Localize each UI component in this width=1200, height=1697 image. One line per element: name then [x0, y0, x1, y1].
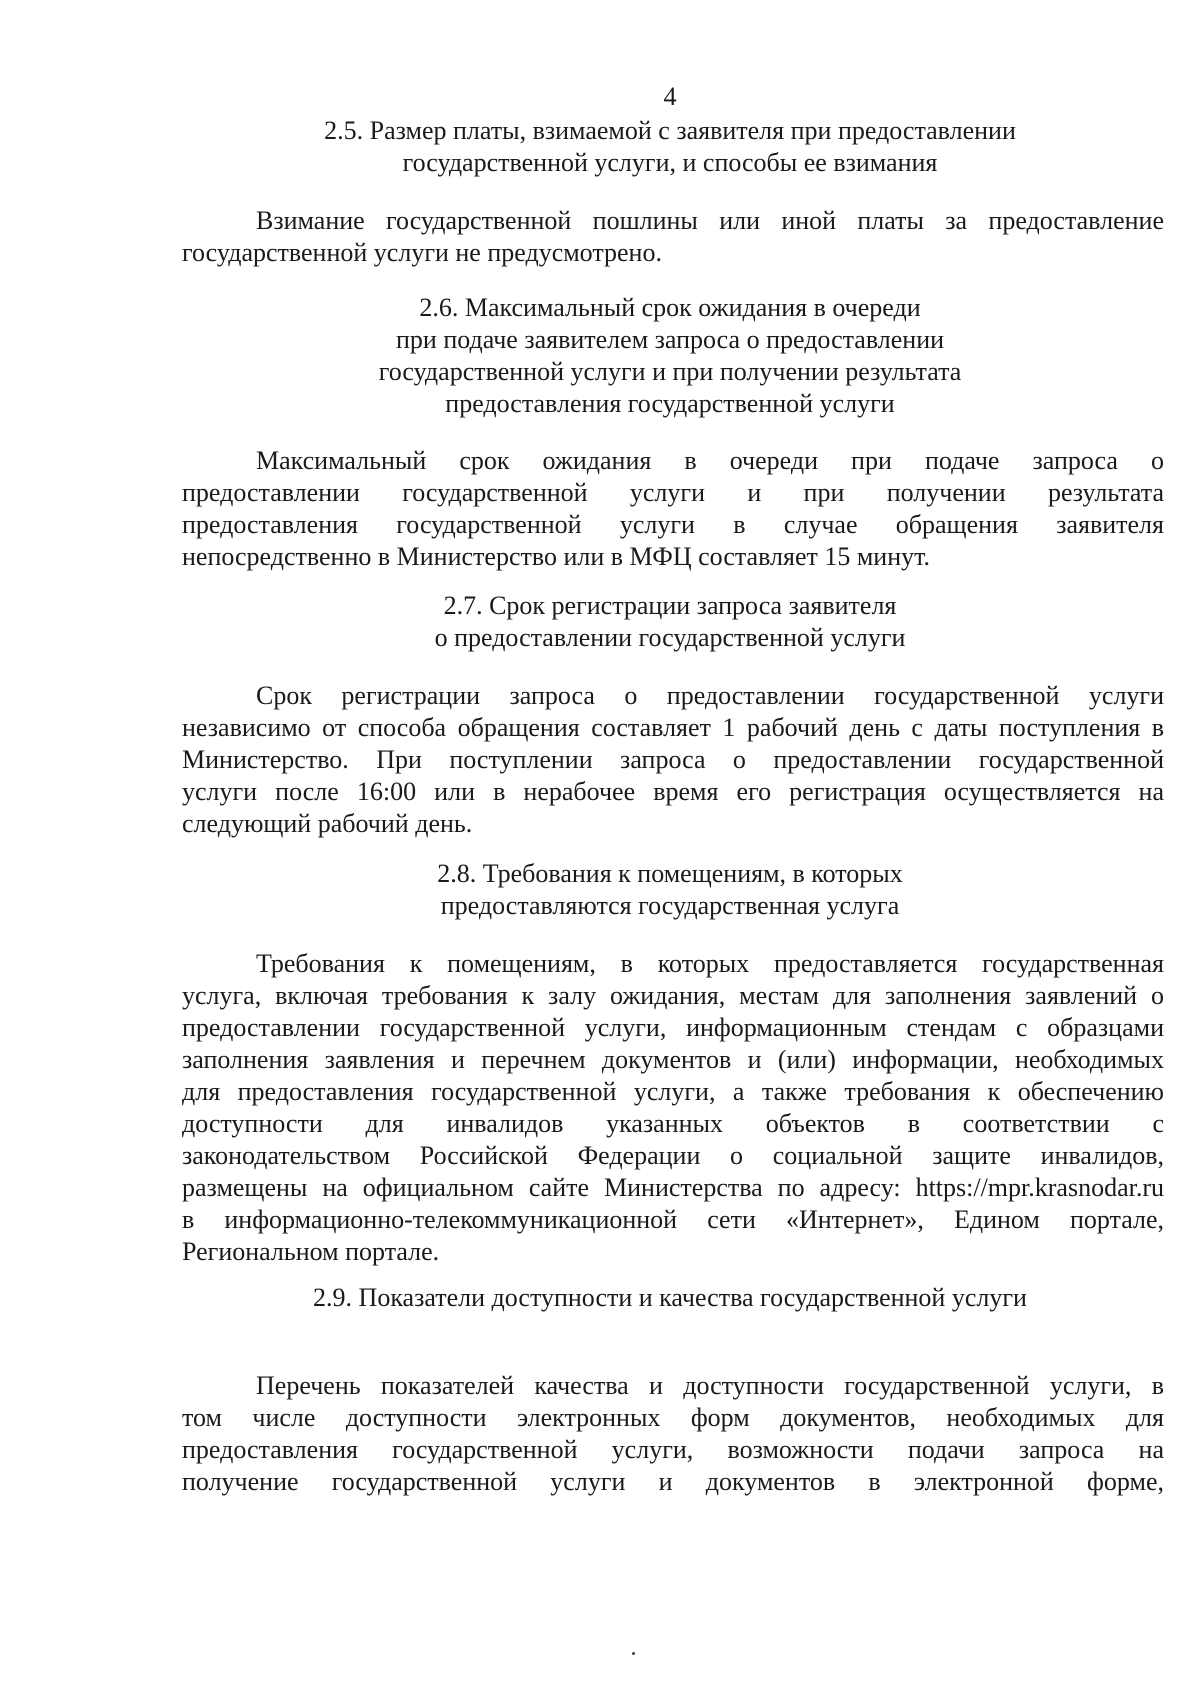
paragraph-line: Министерство. При поступлении запроса о предоставлении государственной [182, 745, 1164, 774]
paragraph-line: непосредственно в Министерство или в МФЦ составляет 15 минут. [182, 542, 931, 571]
paragraph-line: предоставлении государственной услуги, информационным стендам с образцами [182, 1013, 1164, 1042]
heading-line: предоставляются государственная услуга [440, 891, 900, 920]
paragraph-line: услуга, включая требования к залу ожидания, местам для заполнения заявлений о [182, 981, 1164, 1010]
heading-line: государственной услуги и при получении результата [378, 357, 962, 386]
scan-speck [632, 1652, 635, 1655]
heading-line: государственной услуги, и способы ее взимания [402, 148, 938, 177]
heading-line: 2.9. Показатели доступности и качества государственной услуги [313, 1283, 1027, 1312]
paragraph-line: в информационно-телекоммуникационной сети «Интернет», Едином портале, [182, 1205, 1164, 1234]
paragraph-line: доступности для инвалидов указанных объектов в соответствии с [182, 1109, 1164, 1138]
paragraph-line: Максимальный срок ожидания в очереди при подаче запроса о [256, 446, 1164, 475]
heading-line: о предоставлении государственной услуги [434, 623, 906, 652]
paragraph-line: предоставлении государственной услуги и при получении результата [182, 478, 1164, 507]
paragraph-line: предоставления государственной услуги в случае обращения заявителя [182, 510, 1164, 539]
paragraph-line: следующий рабочий день. [182, 809, 473, 838]
paragraph-line: для предоставления государственной услуги, а также требования к обеспечению [182, 1077, 1164, 1106]
heading-line: при подаче заявителем запроса о предоставлении [395, 325, 945, 354]
section-heading-2-8 [370, 858, 970, 922]
heading-line: 2.8. Требования к помещениям, в которых [437, 859, 903, 888]
paragraph-line: независимо от способа обращения составляет 1 рабочий день с даты поступления в [182, 713, 1164, 742]
paragraph-2-6 [182, 445, 1164, 573]
paragraph-line: Региональном портале. [182, 1237, 440, 1266]
paragraph-2-7 [182, 680, 1164, 840]
paragraph-line: законодательством Российской Федерации о социальной защите инвалидов, [182, 1141, 1164, 1170]
paragraph-line: Взимание государственной пошлины или иной платы за предоставление [256, 206, 1164, 235]
section-heading-2-9 [240, 1282, 1100, 1314]
heading-line: предоставления государственной услуги [445, 389, 895, 418]
heading-line: 2.7. Срок регистрации запроса заявителя [443, 591, 897, 620]
paragraph-line: услуги после 16:00 или в нерабочее время его регистрация осуществляется на [182, 777, 1164, 806]
paragraph-2-8 [182, 948, 1164, 1268]
heading-line: 2.5. Размер платы, взимаемой с заявителя при предоставлении [324, 116, 1016, 145]
paragraph-line: получение государственной услуги и документов в электронной форме, [182, 1467, 1164, 1496]
section-heading-2-5 [300, 115, 1040, 179]
paragraph-line: государственной услуги не предусмотрено. [182, 238, 662, 267]
paragraph-line: Требования к помещениям, в которых предоставляется государственная [256, 949, 1164, 978]
paragraph-line: размещены на официальном сайте Министерства по адресу: https://mpr.krasnodar.ru [182, 1173, 1164, 1202]
paragraph-line: предоставления государственной услуги, возможности подачи запроса на [182, 1435, 1164, 1464]
paragraph-line: Срок регистрации запроса о предоставлении государственной услуги [256, 681, 1164, 710]
section-heading-2-6 [330, 292, 1010, 420]
paragraph-2-5 [182, 205, 1164, 269]
paragraph-line: том числе доступности электронных форм документов, необходимых для [182, 1403, 1164, 1432]
paragraph-line: заполнения заявления и перечнем документов и (или) информации, необходимых [182, 1045, 1164, 1074]
section-heading-2-7 [370, 590, 970, 654]
page-number: 4 [663, 82, 677, 111]
paragraph-2-9 [182, 1370, 1164, 1498]
paragraph-line: Перечень показателей качества и доступности государственной услуги, в [256, 1371, 1164, 1400]
heading-line: 2.6. Максимальный срок ожидания в очереди [419, 293, 921, 322]
